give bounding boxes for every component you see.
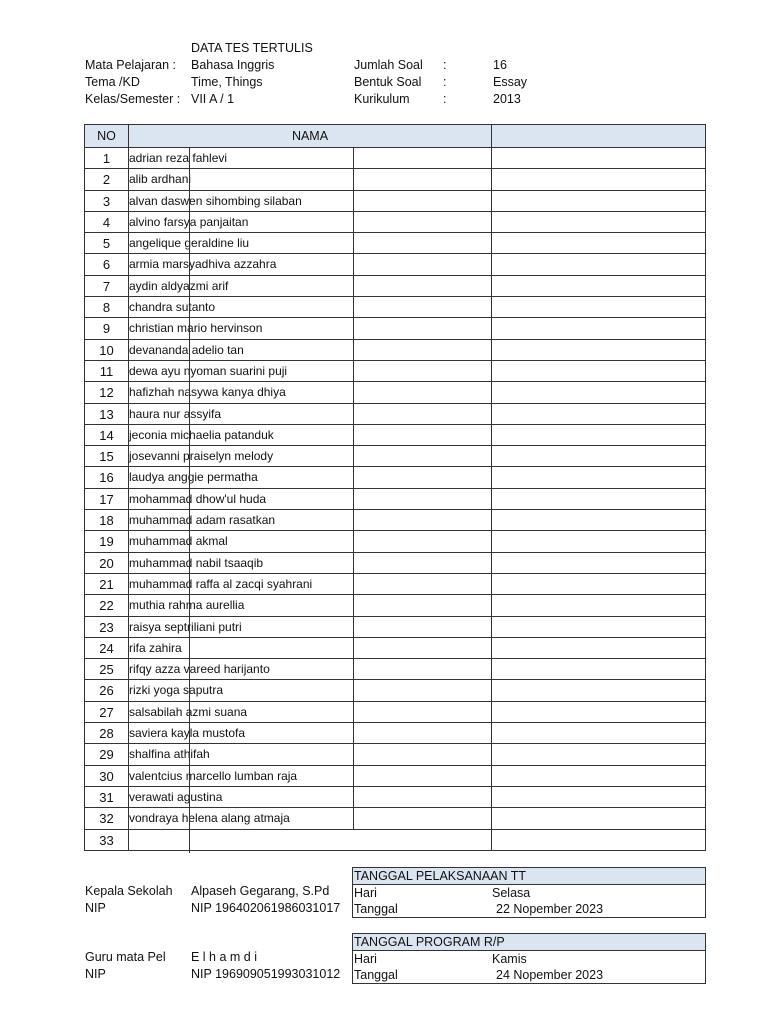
colon: : xyxy=(443,58,447,72)
cell-divider xyxy=(353,148,354,168)
cell-divider xyxy=(353,617,354,637)
document-title: DATA TES TERTULIS xyxy=(191,41,313,55)
cell-divider xyxy=(491,744,492,764)
student-name: muhammad raffa al zacqi syahrani xyxy=(129,576,313,591)
guru-nip-row xyxy=(85,967,350,984)
student-name: chandra sutanto xyxy=(129,300,216,315)
row-number: 24 xyxy=(85,638,129,658)
table-row xyxy=(84,340,706,361)
cell-divider xyxy=(353,297,354,317)
cell-divider xyxy=(353,169,354,189)
student-name: valentcius marcello lumban raja xyxy=(129,768,298,783)
table-row xyxy=(84,297,706,318)
program-title: TANGGAL PROGRAM R/P xyxy=(353,934,705,951)
col-header-nama: NAMA xyxy=(129,125,492,147)
student-table xyxy=(84,124,706,851)
cell-divider xyxy=(491,531,492,551)
cell-divider xyxy=(491,340,492,360)
cell-divider xyxy=(353,212,354,232)
cell-divider xyxy=(491,808,492,828)
cell-divider xyxy=(353,467,354,487)
cell-divider xyxy=(491,766,492,786)
cell-divider xyxy=(491,723,492,743)
student-name: jeconia michaelia patanduk xyxy=(129,427,274,442)
student-name: salsabilah azmi suana xyxy=(129,704,248,719)
row-number: 12 xyxy=(85,382,129,402)
cell-divider xyxy=(491,638,492,658)
table-row xyxy=(84,489,706,510)
table-row xyxy=(84,233,706,254)
table-row xyxy=(84,404,706,425)
row-number: 14 xyxy=(85,425,129,445)
row-number: 15 xyxy=(85,446,129,466)
cell-divider xyxy=(491,297,492,317)
table-body xyxy=(84,148,706,851)
student-name: verawati agustina xyxy=(129,789,223,804)
hari-value: Kamis xyxy=(492,952,527,966)
student-name: alib ardhani xyxy=(129,172,192,187)
kepala-nip-label: NIP xyxy=(85,901,106,915)
student-name: rifa zahira xyxy=(129,640,182,655)
student-name: haura nur assyifa xyxy=(129,406,222,421)
row-number: 4 xyxy=(85,212,129,232)
kepala-sekolah-label: Kepala Sekolah xyxy=(85,884,173,898)
program-hari-row xyxy=(353,951,705,967)
table-row xyxy=(84,382,706,403)
row-number: 18 xyxy=(85,510,129,530)
row-number: 8 xyxy=(85,297,129,317)
table-row xyxy=(84,276,706,297)
student-name: aydin aldyazmi arif xyxy=(129,278,229,293)
kurikulum-label: Kurikulum xyxy=(354,92,410,106)
student-name: josevanni praiselyn melody xyxy=(129,449,274,464)
table-row xyxy=(84,553,706,574)
table-row xyxy=(84,638,706,659)
cell-divider xyxy=(491,361,492,381)
header-row-tema xyxy=(85,75,705,92)
colon: : xyxy=(443,75,447,89)
table-row xyxy=(84,148,706,169)
guru-label: Guru mata Pel xyxy=(85,950,166,964)
table-row xyxy=(84,510,706,531)
cell-divider xyxy=(353,787,354,807)
student-name: muthia rahma aurellia xyxy=(129,598,245,613)
col-header-no: NO xyxy=(85,125,129,147)
jumlah-soal-label: Jumlah Soal xyxy=(354,58,423,72)
cell-divider xyxy=(491,617,492,637)
table-row xyxy=(84,425,706,446)
table-row xyxy=(84,361,706,382)
tanggal-value: 22 Nopember 2023 xyxy=(496,902,604,916)
cell-divider xyxy=(353,404,354,424)
colon: : xyxy=(443,92,447,106)
row-number: 2 xyxy=(85,169,129,189)
kepala-sekolah-name: Alpaseh Gegarang, S.Pd xyxy=(191,884,330,898)
row-number: 31 xyxy=(85,787,129,807)
table-row xyxy=(84,766,706,787)
cell-divider xyxy=(491,467,492,487)
table-row xyxy=(84,723,706,744)
table-row xyxy=(84,191,706,212)
row-number: 21 xyxy=(85,574,129,594)
cell-divider xyxy=(353,489,354,509)
row-number: 20 xyxy=(85,553,129,573)
cell-divider xyxy=(491,318,492,338)
header-row-kelas xyxy=(85,92,705,109)
pelaksanaan-hari-row xyxy=(353,885,705,901)
bentuk-soal-value: Essay xyxy=(493,75,528,89)
row-number: 9 xyxy=(85,318,129,338)
student-name: raisya septriliani putri xyxy=(129,619,242,634)
student-name: muhammad nabil tsaaqib xyxy=(129,555,264,570)
cell-divider xyxy=(353,276,354,296)
cell-divider xyxy=(491,659,492,679)
table-row xyxy=(84,744,706,765)
cell-divider xyxy=(353,595,354,615)
cell-divider xyxy=(353,659,354,679)
tanggal-label: Tanggal xyxy=(354,968,398,982)
hari-label: Hari xyxy=(354,886,377,900)
student-name: angelique geraldine liu xyxy=(129,236,250,251)
student-name: alvan daswen sihombing silaban xyxy=(129,193,302,208)
bentuk-soal-label: Bentuk Soal xyxy=(354,75,422,89)
student-name: muhammad adam rasatkan xyxy=(129,513,276,528)
table-row xyxy=(84,787,706,808)
header-row-mapel xyxy=(85,58,705,75)
row-number: 22 xyxy=(85,595,129,615)
jumlah-soal-value: 16 xyxy=(493,58,507,72)
table-row xyxy=(84,680,706,701)
row-number: 6 xyxy=(85,254,129,274)
cell-divider xyxy=(491,489,492,509)
column-divider xyxy=(189,148,190,853)
cell-divider xyxy=(353,531,354,551)
cell-divider xyxy=(353,638,354,658)
student-name: christian mario hervinson xyxy=(129,321,263,336)
cell-divider xyxy=(491,148,492,168)
table-row xyxy=(84,702,706,723)
row-number: 17 xyxy=(85,489,129,509)
cell-divider xyxy=(353,233,354,253)
cell-divider xyxy=(491,446,492,466)
row-number: 3 xyxy=(85,191,129,211)
cell-divider xyxy=(353,446,354,466)
student-name: rifqy azza vareed harijanto xyxy=(129,662,270,677)
cell-divider xyxy=(353,510,354,530)
cell-divider xyxy=(491,382,492,402)
tanggal-value: 24 Nopember 2023 xyxy=(496,968,604,982)
cell-divider xyxy=(353,553,354,573)
student-name: hafizhah nasywa kanya dhiya xyxy=(129,385,286,400)
row-number: 13 xyxy=(85,404,129,424)
mapel-label: Mata Pelajaran : xyxy=(85,58,177,72)
student-name: shalfina athifah xyxy=(129,747,210,762)
mapel-value: Bahasa Inggris xyxy=(191,58,275,72)
row-number: 28 xyxy=(85,723,129,743)
cell-divider xyxy=(353,191,354,211)
cell-divider xyxy=(491,233,492,253)
tema-value: Time, Things xyxy=(191,75,263,89)
kepala-nip-row xyxy=(85,901,350,918)
cell-divider xyxy=(353,766,354,786)
cell-divider xyxy=(491,787,492,807)
row-number: 5 xyxy=(85,233,129,253)
row-number: 25 xyxy=(85,659,129,679)
student-name: rizki yoga saputra xyxy=(129,683,224,698)
student-name: alvino farsya panjaitan xyxy=(129,214,249,229)
kelas-label: Kelas/Semester : xyxy=(85,92,181,106)
row-number: 27 xyxy=(85,702,129,722)
cell-divider xyxy=(491,510,492,530)
hari-label: Hari xyxy=(354,952,377,966)
row-number: 30 xyxy=(85,766,129,786)
cell-divider xyxy=(353,382,354,402)
row-number: 19 xyxy=(85,531,129,551)
student-name: saviera kayla mustofa xyxy=(129,726,246,741)
cell-divider xyxy=(491,595,492,615)
cell-divider xyxy=(491,680,492,700)
row-number: 11 xyxy=(85,361,129,381)
cell-divider xyxy=(491,169,492,189)
cell-divider xyxy=(491,553,492,573)
student-name: adrian reza fahlevi xyxy=(129,151,228,165)
table-row xyxy=(84,446,706,467)
row-number: 33 xyxy=(85,830,129,850)
table-row xyxy=(84,212,706,233)
student-name: dewa ayu nyoman suarini puji xyxy=(129,363,288,378)
row-number: 26 xyxy=(85,680,129,700)
table-row xyxy=(84,659,706,680)
pelaksanaan-title: TANGGAL PELAKSANAAN TT xyxy=(353,868,705,885)
cell-divider xyxy=(491,212,492,232)
cell-divider xyxy=(491,404,492,424)
row-number: 7 xyxy=(85,276,129,296)
cell-divider xyxy=(353,340,354,360)
cell-divider xyxy=(353,574,354,594)
cell-divider xyxy=(491,702,492,722)
row-number: 29 xyxy=(85,744,129,764)
table-row xyxy=(84,808,706,829)
cell-divider xyxy=(491,425,492,445)
tema-label: Tema /KD xyxy=(85,75,140,89)
table-row xyxy=(84,574,706,595)
row-number: 1 xyxy=(85,148,129,168)
hari-value: Selasa xyxy=(492,886,531,900)
cell-divider xyxy=(353,723,354,743)
table-row xyxy=(84,318,706,339)
pelaksanaan-tanggal-row xyxy=(353,901,705,917)
table-row xyxy=(84,830,706,851)
guru-nip-label: NIP xyxy=(85,967,106,981)
cell-divider xyxy=(353,702,354,722)
row-number: 32 xyxy=(85,808,129,828)
table-header xyxy=(84,124,706,148)
student-name: muhammad akmal xyxy=(129,534,228,549)
kepala-nip-value: NIP 196402061986031017 xyxy=(191,901,341,915)
row-number: 10 xyxy=(85,340,129,360)
guru-row xyxy=(85,950,350,967)
row-number: 23 xyxy=(85,617,129,637)
student-name: vondraya helena alang atmaja xyxy=(129,811,290,826)
table-row xyxy=(84,617,706,638)
cell-divider xyxy=(353,254,354,274)
cell-divider xyxy=(353,361,354,381)
table-row xyxy=(84,254,706,275)
program-box xyxy=(352,933,706,984)
student-name: devananda adelio tan xyxy=(129,342,244,357)
kurikulum-value: 2013 xyxy=(493,92,521,106)
cell-divider xyxy=(491,574,492,594)
pelaksanaan-box xyxy=(352,867,706,918)
student-name: armia marsyadhiva azzahra xyxy=(129,257,277,272)
kepala-sekolah-row xyxy=(85,884,350,901)
cell-divider xyxy=(353,808,354,828)
student-name: laudya anggie permatha xyxy=(129,470,258,485)
table-row xyxy=(84,467,706,488)
cell-divider xyxy=(353,744,354,764)
cell-divider xyxy=(353,425,354,445)
program-tanggal-row xyxy=(353,967,705,983)
cell-divider xyxy=(491,276,492,296)
guru-name: E l h a m d i xyxy=(191,950,257,964)
table-row xyxy=(84,595,706,616)
cell-divider xyxy=(491,254,492,274)
student-name: mohammad dhow'ul huda xyxy=(129,491,267,506)
cell-divider xyxy=(491,830,492,850)
kelas-value: VII A / 1 xyxy=(191,92,235,106)
cell-divider xyxy=(491,191,492,211)
cell-divider xyxy=(353,680,354,700)
guru-nip-value: NIP 196909051993031012 xyxy=(191,967,341,981)
tanggal-label: Tanggal xyxy=(354,902,398,916)
table-row xyxy=(84,531,706,552)
cell-divider xyxy=(353,318,354,338)
row-number: 16 xyxy=(85,467,129,487)
table-row xyxy=(84,169,706,190)
